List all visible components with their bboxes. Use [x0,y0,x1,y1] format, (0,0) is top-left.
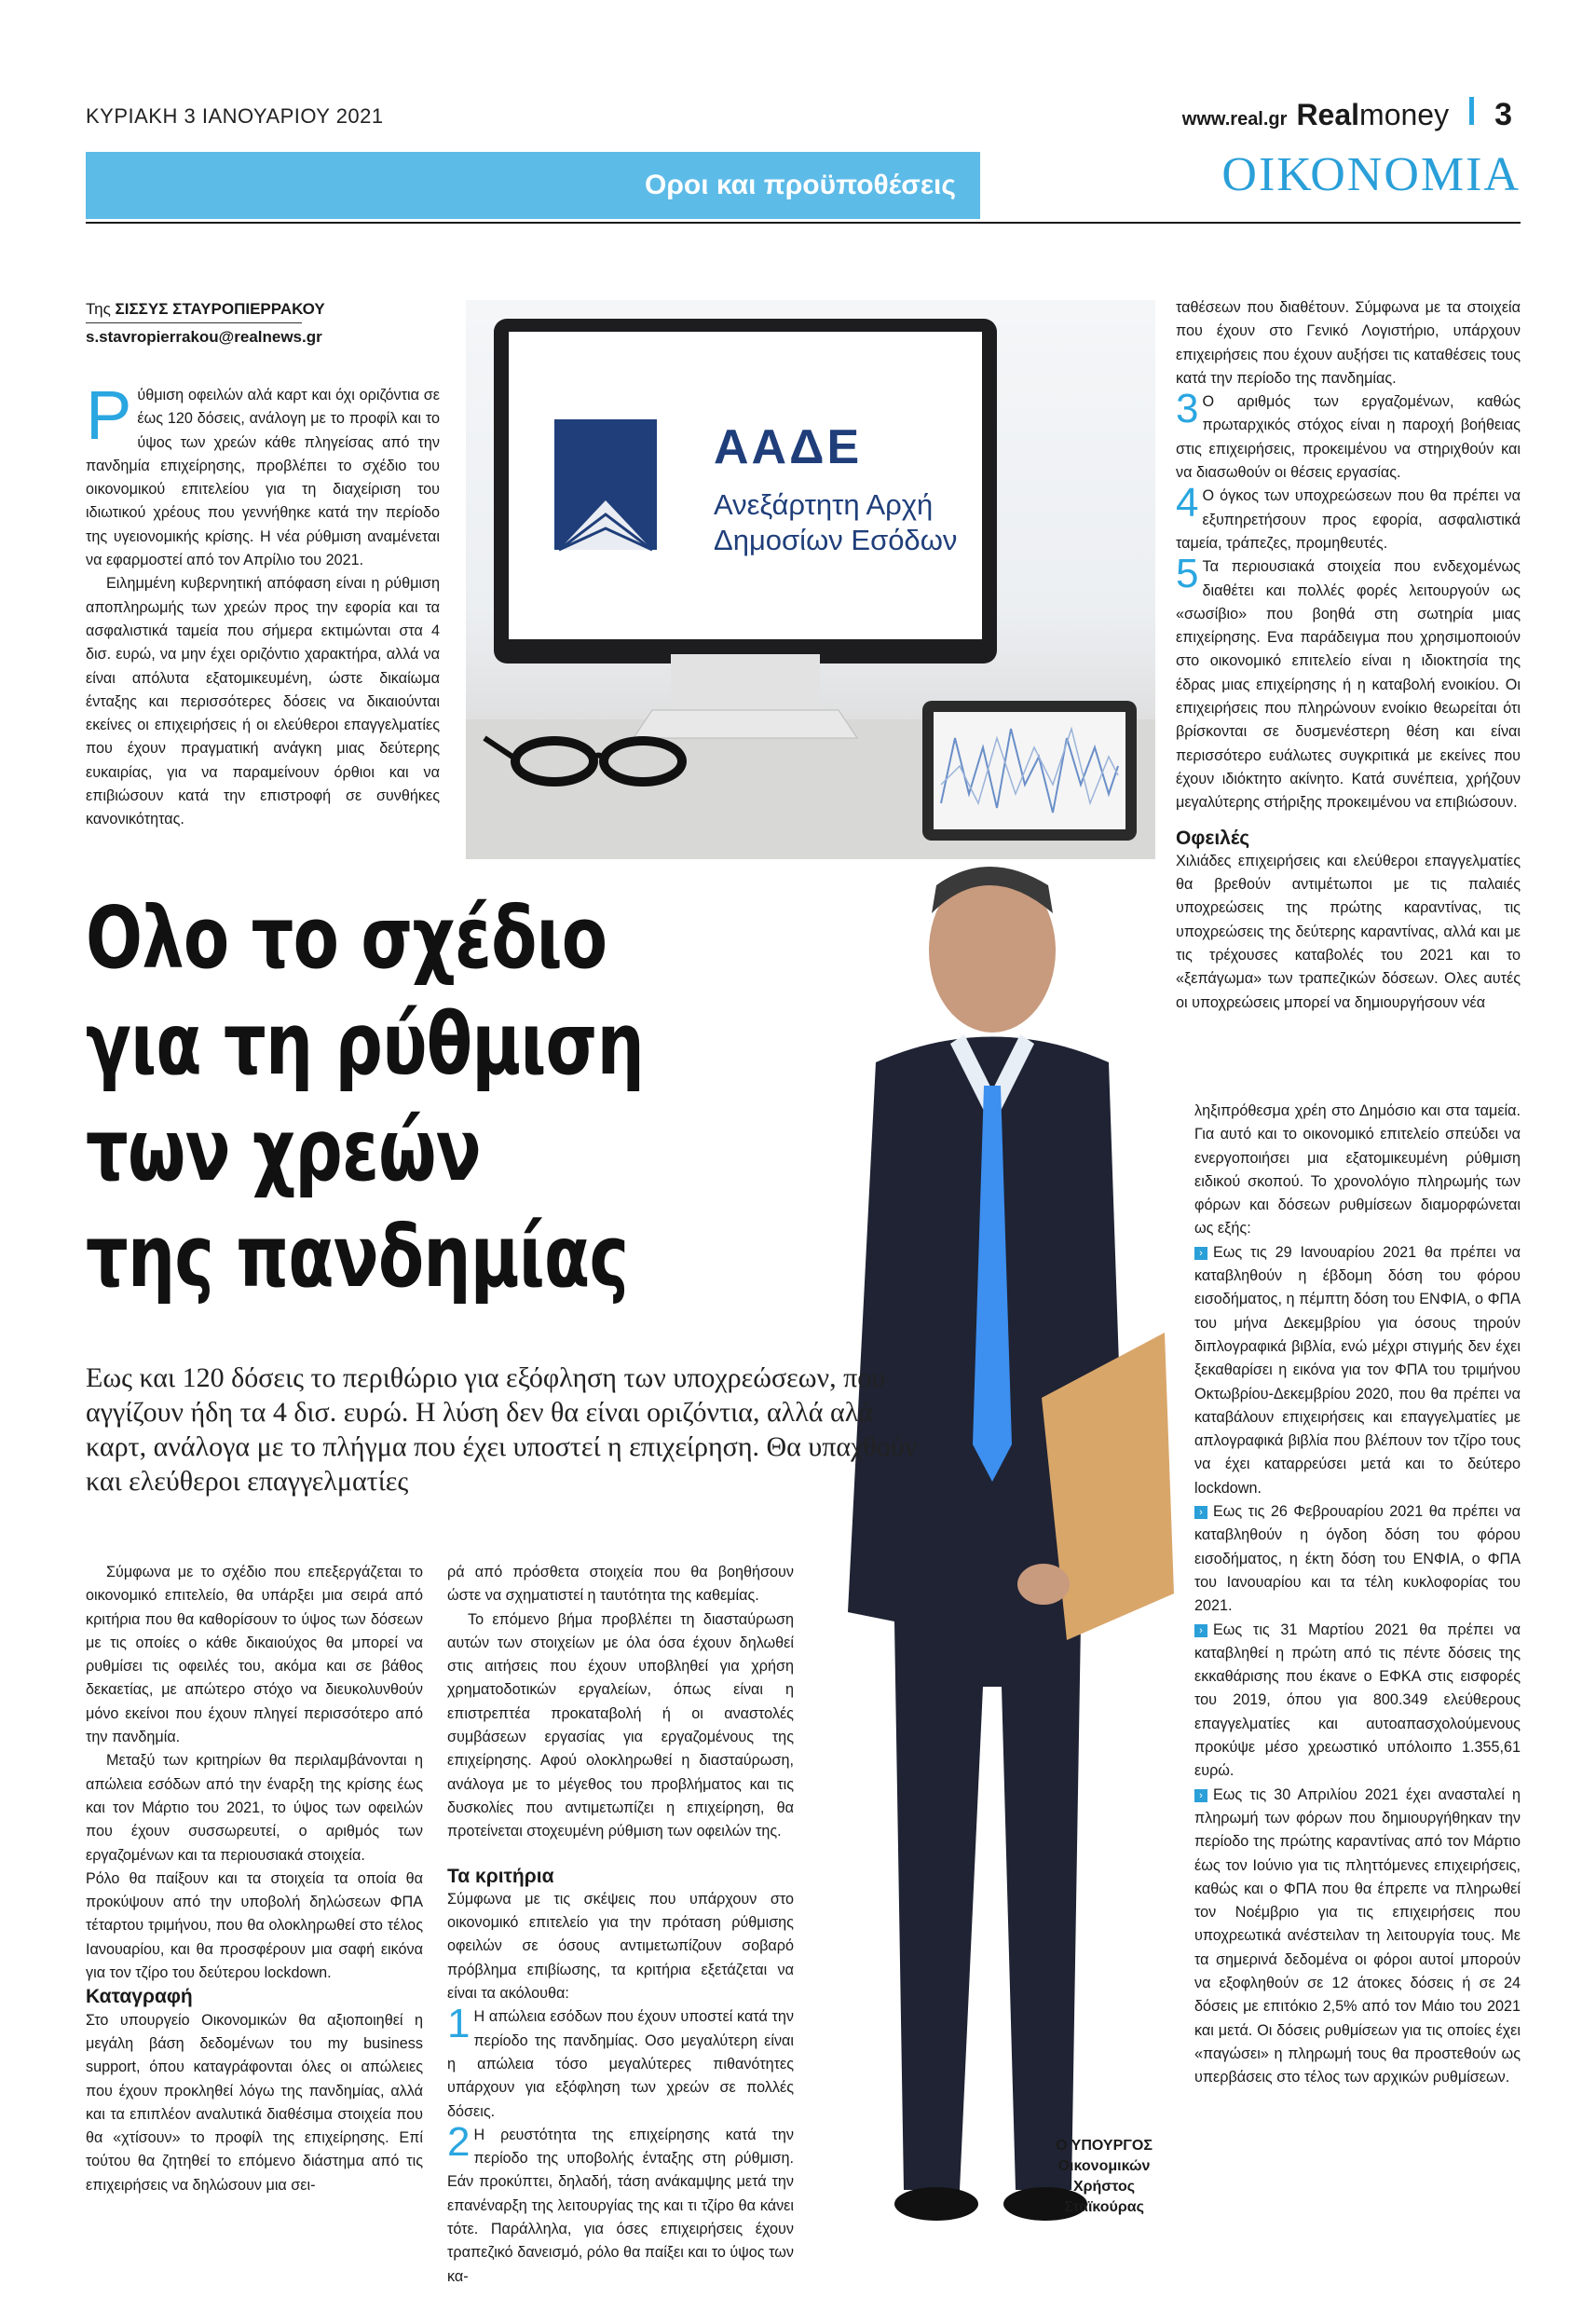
monitor-logo-text: ΑΑΔΕ [714,420,863,474]
col2-paragraph-2: Μεταξύ των κριτηρίων θα περιλαμβάνονται η απώλεια εσόδων από την έναρξη της κρίσης έως και τον Μάρτιο του 2021, το ύψος των οφειλών που έχουν συσσωρευτεί, ο αριθμός των εργαζομένων και τα περιουσιακά στοιχεία. [86,1752,423,1864]
criterion-number: 5 [1176,551,1199,597]
deadline-item-4 [1194,1784,1521,2090]
page-number: 3 [1494,97,1512,132]
criterion-text: Ο όγκος των υποχρεώσεων που θα πρέπει να εξυπηρετήσουν προς εφορία, ασφαλιστικά ταμεία, τράπεζες, προμηθευτές. [1176,487,1521,552]
right-column-bottom [1194,1100,1521,2089]
minister-photo [801,848,1174,2227]
header-rule [86,222,1521,224]
caption-line-1: Ο ΥΠΟΥΡΓΟΣ [1056,2138,1153,2154]
byline [86,300,325,319]
headline-line-1: Ολο το σχέδιο [86,888,607,988]
criterion-number: 4 [1176,480,1199,527]
criterion-4 [1176,480,1521,555]
col3-paragraph-3: Σύμφωνα με τις σκέψεις που υπάρχουν στο οικονομικό επιτελείο για την πρόταση ρύθμισης οφειλών σε όσους αντιμετωπίζουν σοβαρό πρόβλημα επιβίωσης, τα κριτήρια εξετάζεται να είναι τα ακόλουθα: [447,1890,794,2003]
headline [86,885,644,1310]
caption-line-3: Χρήστος [1072,2179,1136,2195]
criterion-text: Ο αριθμός των εργαζομένων, καθώς πρωταρχικός στόχος είναι η παροχή βοήθειας στις επιχειρήσεις, προκειμένου να στηριχθούν και να διασωθούν οι θέσεις εργασίας. [1176,393,1521,482]
masthead [1182,97,1512,133]
deadline-item-1 [1194,1241,1521,1500]
criterion-text: Η απώλεια εσόδων που έχουν υποστεί κατά την περίοδο της πανδημίας. Οσο μεγαλύτερη είναι η απώλεια τόσο μεγαλύτερες πιθανότητες υπάρχουν για εξόφληση των χρεών σε πολλές δόσεις. [447,2008,794,2120]
byline-prefix: Της [86,300,111,318]
subheading-ofeiles: Οφειλές [1176,827,1250,849]
monitor-illustration [466,300,1155,859]
criterion-text: Τα περιουσιακά στοιχεία που ενδεχομένως διαθέτει και πολλές φορές λειτουργούν ως «σωσίβιο» που βοηθά στη σωτηρία μιας επιχείρησης. Ενα παράδειγμα που χρησιμοποιούν στο οικονομικό επιτελείο είναι η ιδιοκτησία της έδρας μιας επιχείρησης ή η καταβολή ενοικίου. Οι επιχειρήσεις που πληρώνουν ενοίκιο θεωρείται ότι βρίσκονται σε δυσμενέστερη θέση και είναι περισσότερο ευάλωτες συγκριτικά με εκείνες που έχουν ιδιόκτητο ακίνητο. Κατά συνέπεια, χρήζουν μεγαλύτερης στήριξης προκειμένου να επιβιώσουν. [1176,558,1521,812]
realmoney-logo [1296,98,1449,132]
chevron-right-icon: › [1194,1624,1207,1637]
criterion-5 [1176,551,1521,814]
criterion-2 [447,2118,794,2289]
intro-column [86,376,440,832]
criterion-number: 3 [1176,386,1199,432]
masthead-divider [1469,97,1474,125]
chevron-right-icon: › [1194,1247,1207,1260]
deadline-item-3 [1194,1619,1521,1784]
logo-bold-part: Real [1296,98,1360,131]
criterion-number: 1 [447,2001,471,2047]
monitor-line-1: Ανεξάρτητη Αρχή [714,488,934,521]
subheading-kritiria: Τα κριτήρια [447,1865,554,1887]
col3-paragraph-1: ρά από πρόσθετα στοιχεία που θα βοηθήσουν ώστε να σχηματιστεί η ταυτότητα της καθεμίας. [447,1564,794,1605]
subheading-katagrafi: Καταγραφή [86,1986,193,2008]
deadline-text: Εως τις 30 Απριλίου 2021 έχει ανασταλεί η πληρωμή των φόρων που δημιουργήθηκαν την περίοδο της πρώτης καραντίνας από τον Μάρτιο έως τον Ιούνιο για τις πληττόμενες επιχειρήσεις, καθώς και ο ΦΠΑ που θα έπρεπε να πληρωθεί τον Νοέμβριο για τις επιχειρήσεις που υποχρεωτικά ανέστειλαν τη λειτουργία τους. Με τα σημερινά δεδομένα οι φόροι αυτοί μπορούν να εξοφληθούν σε 12 άτοκες δόσεις ή σε 24 δόσεις με επιτόκιο 2,5% από τον Μάιο του 2021 και μετά. Οι δόσεις ρυθμίσεων για τις οποίες έχει «παγώσει» η πληρωμή τους θα προστεθούν ως υπερβάσεις στο τέλος των αρχικών ρυθμίσεων. [1194,1785,1521,2086]
col4-paragraph-1: ταθέσεων που διαθέτουν. Σύμφωνα με τα στοιχεία που έχουν στο Γενικό Λογιστήριο, υπάρχουν επιχειρήσεις που έχουν αυξήσει τις καταθέσεις τους κατά την περίοδο της πανδημίας. [1176,299,1521,387]
topic-band-text: Οροι και προϋποθέσεις [645,170,956,200]
caption-line-4: Σταϊκούρας [1064,2199,1144,2215]
aade-monitor-photo [466,300,1155,859]
col2-paragraph-4: Στο υπουργείο Οικονομικών θα αξιοποιηθεί η μεγάλη βάση δεδομένων του my business support, όπου καταγράφονται όλες οι απώλειες που έχουν προκληθεί λόγω της πανδημίας, αλλά και τα επιπλέον αναλυτικά διαθέσιμα στοιχεία που θα «χτίσουν» το προφίλ της επιχείρησης. Επί τούτου θα ζητηθεί το επόμενο διάστημα από τις επιχειρήσεις να δηλώσουν μια σει- [86,2011,423,2194]
body-column-2 [86,1561,423,2197]
author-email[interactable]: s.stavropierrakou@realnews.gr [86,328,322,346]
monitor-line-2: Δημοσίων Εσόδων [714,524,958,556]
intro-paragraph-1: ύθμιση οφειλών αλά καρτ και όχι οριζόντια σε έως 120 δόσεις, ανάλογη με το προφίλ και το ύψος των χρεών κάθε πληγείσας από την πανδημία επιχείρησης, προβλέπει το σχέδιο του οικονομικού επιτελείου για τη διαχείριση του ιδιωτικού χρέους που γεννήθηκε κατά την περίοδο της υγειονομικής κρίσης. Η νέα ρύθμιση αναμένεται να εφαρμοστεί από τον Απρίλιο του 2021. [86,387,440,569]
logo-light-part: money [1359,98,1450,131]
criterion-3 [1176,386,1521,485]
criterion-1 [447,2001,794,2123]
col2-paragraph-3: Ρόλο θα παίξουν και τα στοιχεία τα οποία θα προκύψουν από την υποβολή δηλώσεων ΦΠΑ τέταρτου τριμήνου, που θα ολοκληρωθεί στο τέλος Ιανουαρίου, και θα προσφέρουν μια σαφή εικόνα για τον τζίρο του δεύτερου lockdown. [86,1869,423,1982]
right-column-top [1176,296,1521,1015]
col4-paragraph-2a: Χιλιάδες επιχειρήσεις και ελεύθεροι επαγγελματίες θα βρεθούν αντιμέτωποι με τις παλαιές υποχρεώσεις της πρώτης καραντίνας, τις υποχρεώσεις της δεύτερης καραντίνας, αλλά και με τις τρέχουσες καταβολές του 2021 και το «ξεπάγωμα» των τραπεζικών δόσεων. Ολες αυτές οι υποχρεώσεις μπορεί να δημιουργήσουν νέα [1176,852,1521,1011]
chevron-right-icon: › [1194,1789,1207,1802]
deadline-text: Εως τις 26 Φεβρουαρίου 2021 θα πρέπει να καταβληθούν η όγδοη δόση του φόρου εισοδήματος, η έκτη δόση του ΕΝΦΙΑ, ο ΦΠΑ του Ιανουαρίου και τα τέλη κυκλοφορίας του 2021. [1194,1503,1521,1615]
byline-author: ΣΙΣΣΥΣ ΣΤΑΥΡΟΠΙΕΡΡΑΚΟΥ [115,300,325,318]
section-title: ΟΙΚΟΝΟΜΙΑ [1221,148,1521,201]
body-column-3 [447,1561,794,2289]
headline-line-2: για τη ρύθμιση [86,994,644,1094]
subheadline: Εως και 120 δόσεις το περιθώριο για εξόφληση των υποχρεώσεων, που αγγίζουν ήδη τα 4 δισ. ευρώ. Η λύση δεν θα είναι οριζόντια, αλλά αλά καρτ, ανάλογα με το πλήγμα που έχει υποστεί η επιχείρηση. Θα υπαχθούν και ελεύθεροι επαγγελματίες [86,1362,918,1497]
byline-rule [86,322,302,323]
criterion-text: Η ρευστότητα της επιχείρησης κατά την περίοδο της υποβολής ένταξης στη ρύθμιση. Εάν προκύπτει, δηλαδή, τάση ανάκαμψης μετά την επανέναρξη της λειτουργίας της και τι τζίρο θα κάνει τότε. Παράλληλα, για όσες επιχειρήσεις έχουν τραπεζικό δανεισμό, ρόλο θα παίξει και το ύψος των κα- [447,2126,794,2285]
topic-band [86,152,980,219]
headline-line-4: της πανδημίας [86,1207,629,1306]
deadline-item-2 [1194,1500,1521,1618]
intro-paragraph-2: Ειλημμένη κυβερνητική απόφαση είναι η ρύθμιση αποπληρωμής των χρεών προς την εφορία και τα ασφαλιστικά ταμεία που σήμερα εκτιμώνται στα 4 δισ. ευρώ, να μην έχει οριζόντιο χαρακτήρα, αλλά να είναι απόλυτα εξατομικευμένη, ώστε δικαίωμα ένταξης και περισσότερες δόσεις να δικαιούνται εκείνες οι επιχειρήσεις ή οι ελεύθεροι επαγγελματίες που έχουν πραγματική ανάγκη μιας δεύτερης ευκαιρίας, για να παραμείνουν όρθιοι και να επιβιώσουν κατά την επιστροφή σε συνθήκες κανονικότητας. [86,575,440,828]
headline-line-3: των χρεών [86,1101,481,1200]
chevron-right-icon: › [1194,1506,1207,1519]
deadline-text: Εως τις 29 Ιανουαρίου 2021 θα πρέπει να καταβληθούν η έβδομη δόση του φόρου εισοδήματος, η πέμπτη δόση του ΕΝΦΙΑ, ο ΦΠΑ του μήνα Δεκεμβρίου για όσους τηρούν διπλογραφικά βιβλία, ενώ μέχρι στιγμής δεν έχει ξεκαθαρίσει η εικόνα για τον ΦΠΑ του τριμήνου Οκτωβρίου-Δεκεμβρίου 2020, που θα πρέπει να καταβάλουν επιχειρήσεις και επαγγελματίες με απλογραφικά βιβλία που βλέπουν τον τζίρο τους να έχει καταρρεύσει μετά και το δεύτερο lockdown. [1194,1243,1521,1497]
photo-caption [1044,2136,1165,2218]
website-url[interactable]: www.real.gr [1181,109,1288,130]
col4-paragraph-2b: ληξιπρόθεσμα χρέη στο Δημόσιο και στα ταμεία. Για αυτό και το οικονομικό επιτελείο σπεύδει να ενεργοποιήσει μια εξατομικευμένη ρύθμιση ειδικού σκοπού. Το χρονολόγιο πληρωμής των φόρων και δόσεων ρυθμίσεων διαμορφώνεται ως εξής: [1194,1102,1521,1238]
issue-date: ΚΥΡΙΑΚΗ 3 ΙΑΝΟΥΑΡΙΟΥ 2021 [86,104,384,128]
caption-line-2: Οικονομικών [1057,2158,1151,2174]
drop-cap: Ρ [86,376,132,454]
deadline-text: Εως τις 31 Μαρτίου 2021 θα πρέπει να καταβληθεί η πρώτη από τις πέντε δόσεις της εκκαθάρισης που έκανε ο ΕΦΚΑ στις εισφορές του 2019, όπου για 800.349 ελεύθερους επαγγελματίες και αυτοαπασχολούμενους προκύψε μέσο χρεωστικό υπόλοιπο 1.355,61 ευρώ. [1194,1621,1521,1780]
criterion-number: 2 [447,2118,471,2165]
col2-paragraph-1: Σύμφωνα με το σχέδιο που επεξεργάζεται το οικονομικό επιτελείο, θα υπάρξει μια σειρά από κριτήρια που θα καθορίσουν το ύψος των δόσεων με τις οποίες ο κάθε δικαιούχος θα μπορεί να ρυθμίσει τις οφειλές του, ακόμα και σε βάθος δεκαετίας, με απώτερο στόχο να διευκολυνθούν μόνο εκείνοι που έχουν πληγεί περισσότερο από την πανδημία. [86,1564,423,1746]
col3-paragraph-2: Το επόμενο βήμα προβλέπει τη διασταύρωση αυτών των στοιχείων με όλα όσα έχουν δηλωθεί στις αιτήσεις που έχουν υποβληθεί για χρήση χρηματοδοτικών εργαλείων, όπως είναι η επιστρεπτέα προκαταβολή ή οι αναστολές συμβάσεων εργασίας για εργαζομένους της επιχείρησης. Αφού ολοκληρωθεί η διασταύρωση, ανάλογα με το μέγεθος του προβλήματος και τις δυσκολίες που αντιμετωπίζει η επιχείρηση, θα προτείνεται στοχευμένη ρύθμιση των οφειλών της. [447,1610,794,1840]
